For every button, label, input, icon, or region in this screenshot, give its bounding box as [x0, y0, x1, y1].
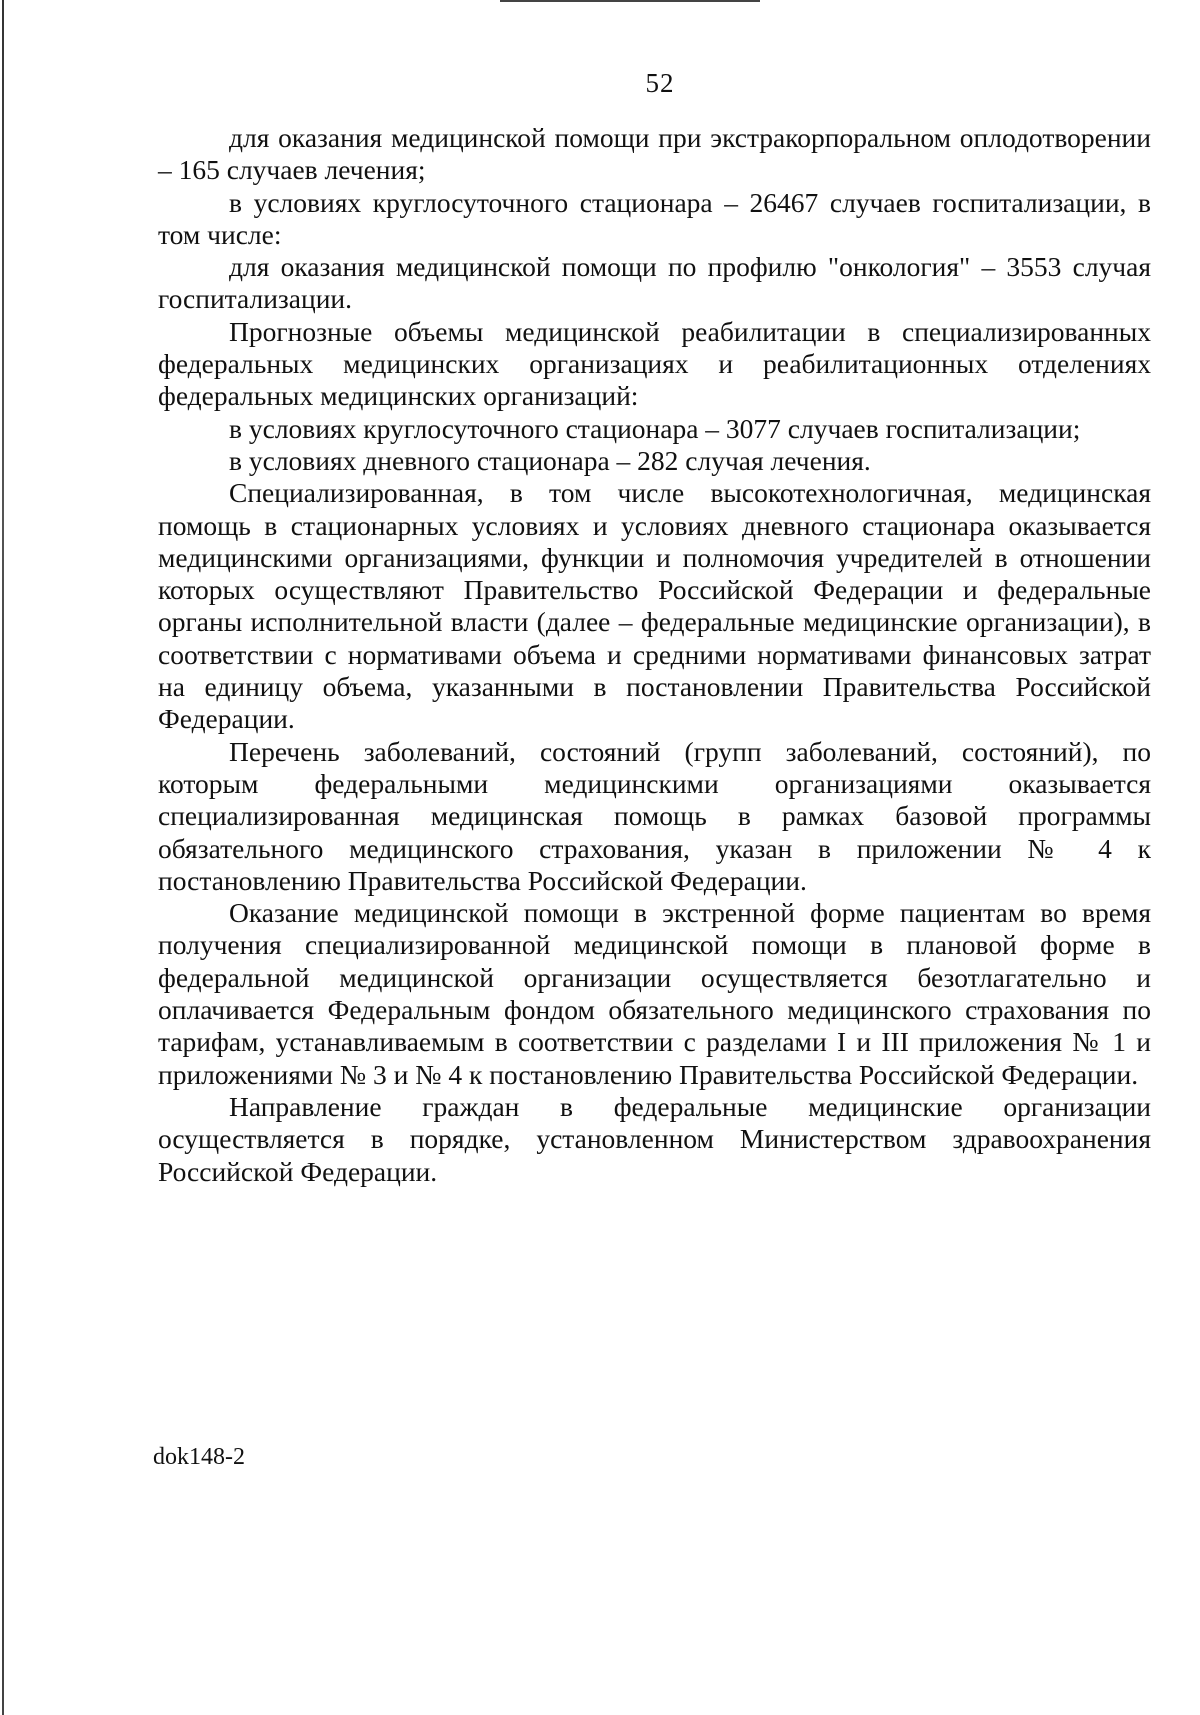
paragraph-round-the-clock: в условиях круглосуточного стационара – 26467 случаев госпитализации, в том числе:: [158, 186, 1151, 250]
page-number: 52: [645, 68, 675, 98]
document-body: [158, 122, 1151, 1188]
paragraph-oncology: для оказания медицинской помощи по профилю "онкология" – 3553 случая госпитализации.: [158, 251, 1151, 315]
paragraph-emergency-care: Оказание медицинской помощи в экстренной форме пациентам во время получения специализированной медицинской помощи в плановой форме в федеральной медицинской организации осуществляется безотлагательно и оплачивается Федеральным фондом обязательного медицинского страхования по тарифам, устанавливаемым в соответствии с разделами I и III приложения № 1 и приложениями № 3 и № 4 к постановлению Правительства Российской Федерации.: [158, 897, 1151, 1090]
paragraph-rehab-round-the-clock: в условиях круглосуточного стационара – 3077 случаев госпитализации;: [229, 412, 1081, 444]
paragraph-referral: Направление граждан в федеральные медицинские организации осуществляется в порядке, установленном Министерством здравоохранения Российской Федерации.: [158, 1090, 1151, 1187]
paragraph-disease-list: Перечень заболеваний, состояний (групп заболеваний, состояний), по которым федеральными медицинскими организациями оказывается специализированная медицинская помощь в рамках базовой программы обязательного медицинского страхования, указан в приложении № 4 к постановлению Правительства Российской Федерации.: [158, 735, 1151, 896]
document-code: dok148-2: [153, 1444, 245, 1470]
paragraph-ivf: для оказания медицинской помощи при экстракорпоральном оплодотворении – 165 случаев лечения;: [158, 122, 1151, 186]
paragraph-rehabilitation: Прогнозные объемы медицинской реабилитации в специализированных федеральных медицинских организациях и реабилитационных отделениях федеральных медицинских организаций:: [158, 315, 1151, 412]
scan-edge-left: [2, 0, 4, 1715]
scan-edge-top: [500, 0, 760, 2]
paragraph-specialized-care: Специализированная, в том числе высокотехнологичная, медицинская помощь в стационарных условиях и условиях дневного стационара оказывается медицинскими организациями, функции и полномочия учредителей в отношении которых осуществляют Правительство Российской Федерации и федеральные органы исполнительной власти (далее – федеральные медицинские организации), в соответствии с нормативами объема и средними нормативами финансовых затрат на единицу объема, указанными в постановлении Правительства Российской Федерации.: [158, 477, 1151, 735]
paragraph-rehab-day-hospital: в условиях дневного стационара – 282 случая лечения.: [229, 444, 871, 476]
